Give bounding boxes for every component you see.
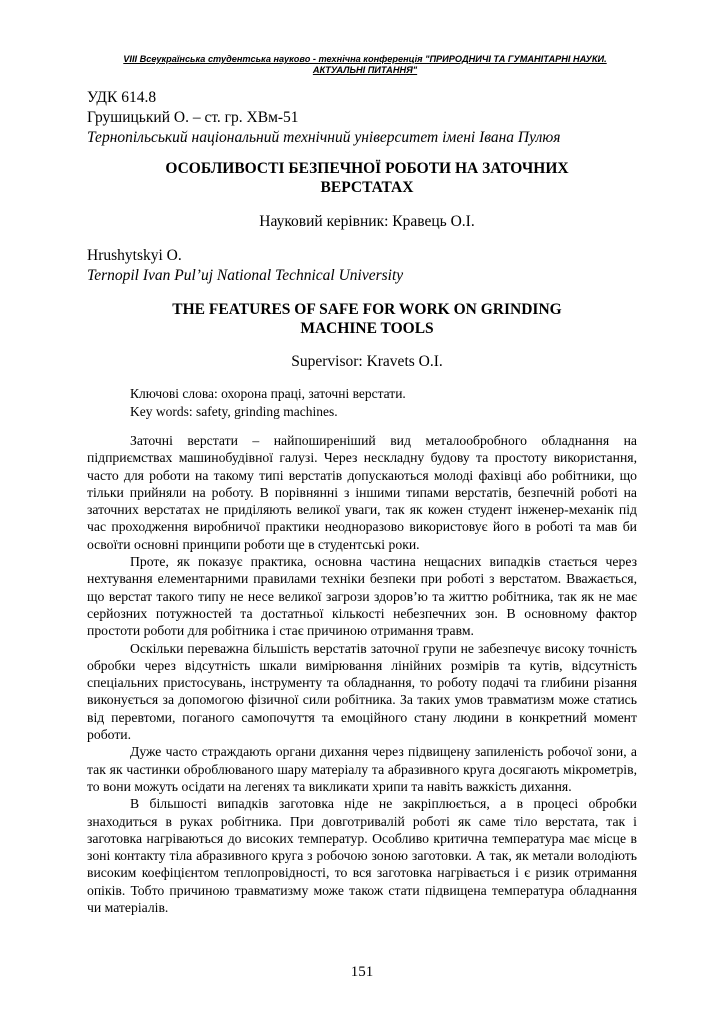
paragraph: Проте, як показує практика, основна частина нещасних випадків стається через нехтування елементарними правилами техніки безпеки при роботі з верстатом. Вважається, що верстат такого типу не несе великої загрози здоров’ю та життю робітника, так як не має серйозних потужностей та достатньої кількості небезпечних зон. В основному фактор простоти роботи для робітника і стає причиною отримання травм. [87, 554, 637, 639]
keywords-en: Key words: safety, grinding machines. [130, 404, 338, 419]
title-ua-line-2: ВЕРСТАТАХ [320, 179, 414, 196]
author-ua: Грушицький О. – ст. гр. ХВм-51 [87, 109, 299, 126]
page-number: 151 [350, 964, 374, 980]
supervisor-ua: Науковий керівник: Кравець О.І. [259, 213, 475, 230]
body-text [87, 432, 637, 916]
keywords-ua: Ключові слова: охорона праці, заточні верстати. [130, 386, 406, 401]
paragraph: Дуже часто страждають органи дихання через підвищену запиленість робочої зони, а так як частинки оброблюваного шару матеріалу та абразивного круга досягають мікрометрів, то вони можуть осідати на легенях та викликати хрипи та навіть важкість дихання. [87, 744, 637, 794]
author-en: Hrushytskyi O. [87, 247, 182, 264]
title-ua-line-1: ОСОБЛИВОСТІ БЕЗПЕЧНОЇ РОБОТИ НА ЗАТОЧНИХ [165, 160, 569, 177]
affiliation-en: Ternopil Ivan Pul’uj National Technical University [87, 267, 404, 284]
conference-header [92, 54, 638, 76]
paragraph: Оскільки переважна більшість верстатів заточної групи не забезпечує високу точність обробки через відсутність шкали вимірювання лінійних розмірів та кутів, відсутність спеціальних пристосувань, інструменту та обладнання, то роботу подачі та глибини різання виконується за допомогою фізичної сили робітника. За таких умов травматизм може статись від перевтоми, поганого самопочуття та емоційного стану людини в конкретний момент роботи. [87, 640, 637, 743]
title-en-line-1: THE FEATURES OF SAFE FOR WORK ON GRINDING [172, 301, 562, 318]
supervisor-en: Supervisor: Kravets O.I. [291, 353, 443, 370]
conference-header-line-1: VIII Всеукраїнська студентська науково - технічна конференція "ПРИРОДНИЧІ ТА ГУМАНІТАРНІ НАУКИ. [123, 54, 607, 64]
affiliation-ua: Тернопільський національний технічний університет імені Івана Пулюя [87, 129, 561, 146]
paragraph: Заточні верстати – найпоширеніший вид металообробного обладнання на підприємствах машинобудівної галузі. Через нескладну будову та простоту використання, часто для роботи на такому типі верстатів допускаються молоді фахівці або робітники, що тільки прийняли на роботу. В порівнянні з іншими типами верстатів, безпечній роботі на заточних верстатах не приділяють великої уваги, так як кожен студент інженер-механік під час проходження виробничої практики неодноразово використовує його в роботі та мав би освоїти основні принципи роботи ще в студентські роки. [87, 433, 637, 552]
conference-header-line-2: АКТУАЛЬНІ ПИТАННЯ" [312, 65, 418, 75]
title-ua [87, 159, 647, 197]
title-en [87, 300, 647, 338]
title-en-line-2: MACHINE TOOLS [300, 320, 434, 337]
udk-code: УДК 614.8 [87, 89, 157, 106]
paragraph: В більшості випадків заготовка ніде не закріплюється, а в процесі обробки знаходиться в руках робітника. При довготривалій роботі як саме тіло верстата, так і заготовка нагріваються до високих температур. Особливо критична температура має місце в зоні контакту тіла абразивного круга з робочою зоною заготовки. А так, як метали володіють високим коефіцієнтом теплопровідності, то вся заготовка нагрівається і є ризик отримання опіків. Тобто причиною травматизму може також стати підвищена температура обладнання чи матеріалів. [87, 796, 637, 916]
